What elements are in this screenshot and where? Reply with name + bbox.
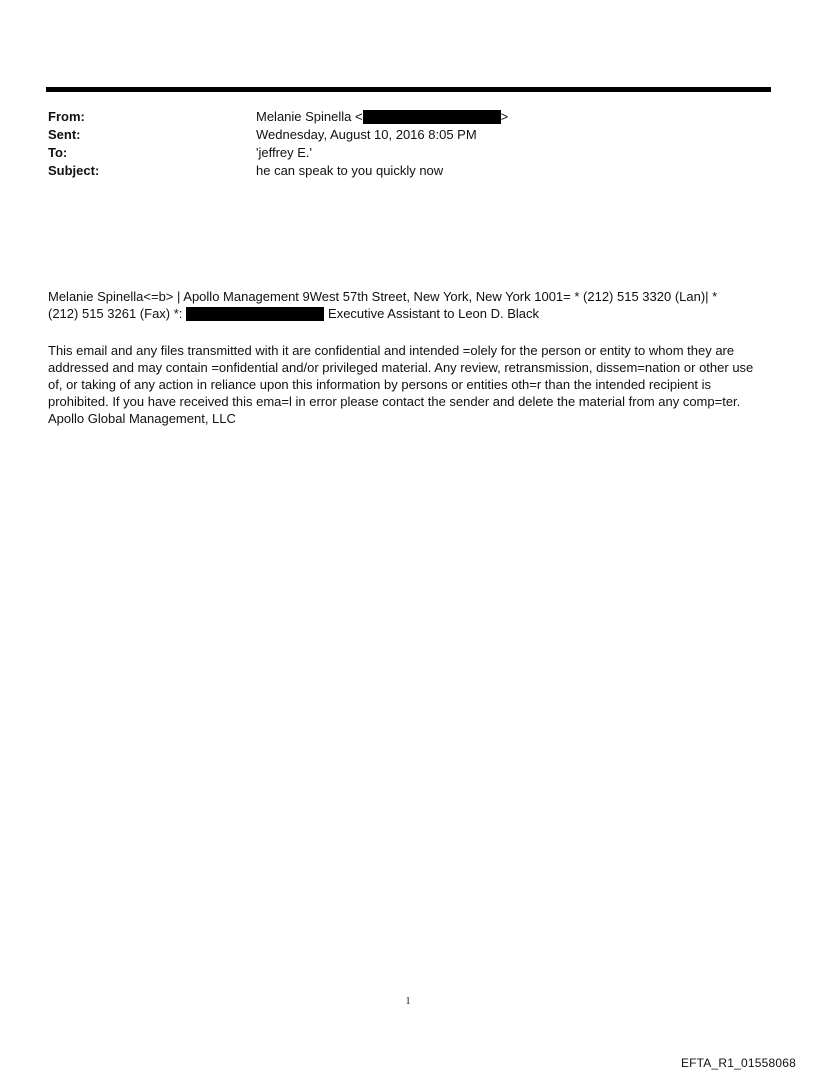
confidentiality-disclaimer: This email and any files transmitted with it are confidential and intended =olely for the person or entity to whom they are addressed and may contain =onfidential and/or privileged material. Any review, retransmission, dissem=nation or other use of, or taking of any action in reliance upon this information by persons or entities oth=r than the intended recipient is prohibited. If you have received this ema=l in error please contact the sender and delete the material from any comp=ter. Apollo Global Management, LLC bbox=[48, 343, 754, 426]
redacted-contact bbox=[186, 307, 324, 321]
sent-row bbox=[48, 126, 768, 144]
signature-fax: (212) 515 3261 (Fax) *: bbox=[48, 306, 183, 321]
email-header bbox=[48, 108, 768, 180]
from-value bbox=[256, 108, 768, 126]
signature-title: Executive Assistant to Leon D. Black bbox=[328, 306, 540, 321]
to-label: To: bbox=[48, 145, 68, 160]
signature-line-2 bbox=[48, 305, 768, 322]
subject-row bbox=[48, 162, 768, 180]
from-label: From: bbox=[48, 109, 85, 124]
email-signature bbox=[48, 288, 768, 322]
redacted-email-address bbox=[363, 110, 501, 124]
subject-label: Subject: bbox=[48, 163, 100, 178]
to-row bbox=[48, 144, 768, 162]
sent-value: Wednesday, August 10, 2016 8:05 PM bbox=[256, 127, 477, 142]
from-sender-name: Melanie Spinella < bbox=[256, 109, 363, 124]
signature-line-1: Melanie Spinella<=b> | Apollo Management 9West 57th Street, New York, New York 1001= * (212) 515 3320 (Lan)| * bbox=[48, 289, 718, 304]
subject-value: he can speak to you quickly now bbox=[256, 163, 444, 178]
document-id: EFTA_R1_01558068 bbox=[680, 1056, 796, 1070]
header-divider bbox=[46, 87, 771, 92]
from-row bbox=[48, 108, 768, 126]
page-number: 1 bbox=[405, 996, 411, 1007]
sent-label: Sent: bbox=[48, 127, 81, 142]
to-value: 'jeffrey E.' bbox=[256, 145, 313, 160]
from-closing-bracket: > bbox=[500, 109, 509, 124]
